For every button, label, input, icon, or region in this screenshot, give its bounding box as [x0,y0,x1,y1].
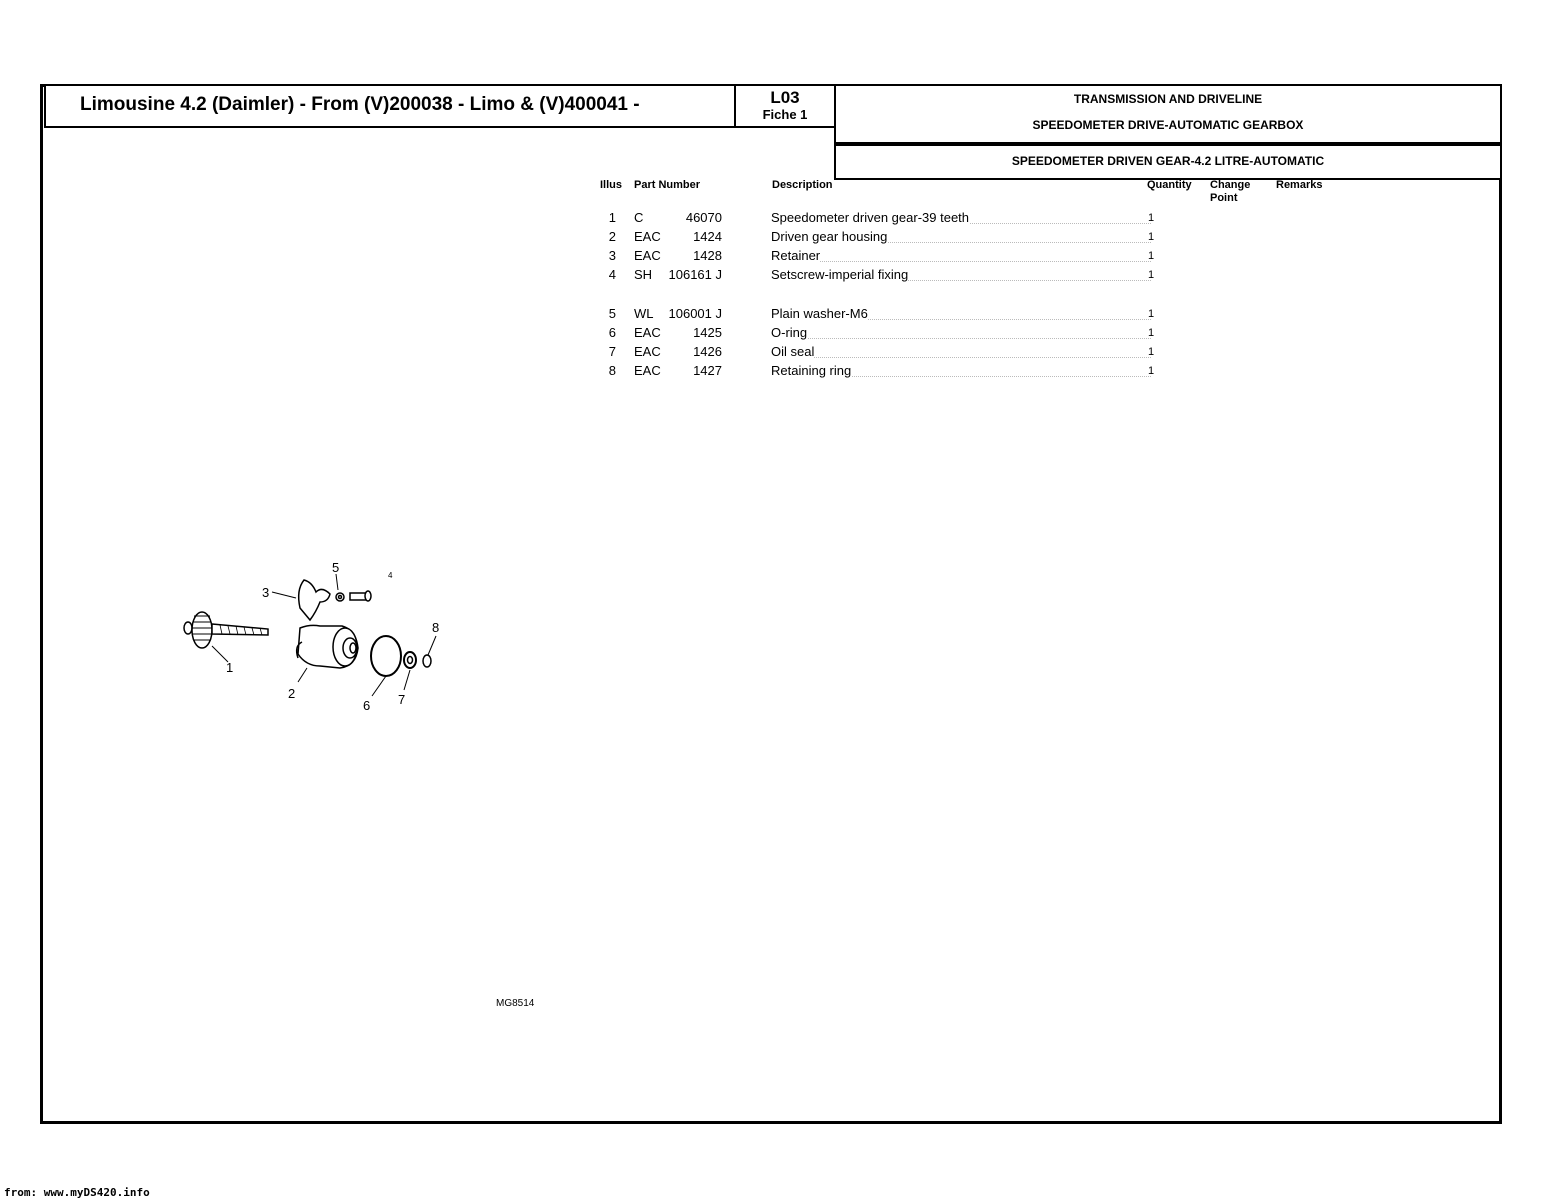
exploded-parts-diagram [170,550,470,725]
driven-gear [192,612,212,648]
callout-4: 4 [388,571,393,580]
part-prefix: EAC [634,325,661,340]
part-number: 1424 [693,229,722,244]
illus-number: 5 [608,306,616,321]
table-row [600,325,1160,344]
table-row [600,306,1160,325]
part-description: Retainer [771,248,821,263]
illus-number: 2 [608,229,616,244]
part-quantity: 1 [1148,327,1155,339]
fiche-label: Fiche 1 [762,107,808,122]
callout-5: 5 [332,560,340,575]
part-description: Plain washer-M6 [771,306,868,321]
part-quantity: 1 [1148,212,1155,224]
fiche-code-box [734,84,836,128]
table-row [600,248,1160,267]
title-box [44,84,736,128]
part-number: 46070 [685,210,722,225]
part-quantity: 1 [1148,250,1155,262]
table-row [600,210,1160,229]
retainer [299,580,330,620]
illus-number: 3 [608,248,616,263]
subsection-box [834,144,1502,180]
illus-number: 7 [608,344,616,359]
part-description: Oil seal [771,344,815,359]
part-quantity: 1 [1148,308,1155,320]
section-box [834,84,1502,144]
callout-7: 7 [398,692,406,707]
callout-8: 8 [432,620,440,635]
part-description: Retaining ring [771,363,852,378]
part-quantity: 1 [1148,269,1155,281]
setscrew [350,593,366,600]
callout-3: 3 [262,585,270,600]
page-code: L03 [770,88,800,107]
part-number: 106001 J [668,306,722,321]
part-prefix: EAC [634,229,661,244]
callout-2: 2 [288,686,296,701]
part-prefix: SH [634,267,653,282]
illus-number: 1 [608,210,616,225]
oil-seal [404,652,416,668]
part-prefix: WL [634,306,654,321]
part-prefix: EAC [634,344,661,359]
part-number: 1427 [693,363,722,378]
illus-number: 8 [608,363,616,378]
leader-dots [771,261,1151,262]
table-row [600,363,1160,382]
illus-number: 6 [608,325,616,340]
section-subtitle: SPEEDOMETER DRIVE-AUTOMATIC GEARBOX [1032,118,1304,132]
section-title: TRANSMISSION AND DRIVELINE [1073,92,1263,106]
subsection-title: SPEEDOMETER DRIVEN GEAR-4.2 LITRE-AUTOMATIC [1011,154,1325,168]
part-description: Speedometer driven gear-39 teeth [771,210,970,225]
leader-dots [771,357,1151,358]
col-description: Description [772,179,833,191]
part-number: 106161 J [668,267,722,282]
leader-dots [771,338,1151,339]
part-prefix: EAC [634,363,661,378]
part-prefix: EAC [634,248,661,263]
part-description: Driven gear housing [771,229,888,244]
part-number: 1428 [693,248,722,263]
part-quantity: 1 [1148,231,1155,243]
part-description: Setscrew-imperial fixing [771,267,909,282]
part-prefix: C [634,210,644,225]
part-quantity: 1 [1148,365,1155,377]
col-remarks: Remarks [1276,179,1323,191]
col-quantity: Quantity [1147,179,1192,191]
drawing-reference: MG8514 [496,998,535,1009]
table-row [600,267,1160,286]
retaining-ring [423,655,431,667]
table-row [600,344,1160,363]
o-ring [371,636,401,676]
col-change-point: Change Point [1210,179,1251,204]
part-number: 1426 [693,344,722,359]
part-number: 1425 [693,325,722,340]
plain-washer [336,593,344,601]
part-description: O-ring [771,325,808,340]
col-part-number: Part Number [634,179,701,191]
col-illus: Illus [600,179,623,191]
table-row [600,229,1160,248]
page-title: Limousine 4.2 (Daimler) - From (V)200038 - Limo & (V)400041 - [80,94,640,115]
callout-1: 1 [226,660,234,675]
part-quantity: 1 [1148,346,1155,358]
source-footer: from: www.myDS420.info [4,1186,150,1199]
illus-number: 4 [608,267,616,282]
callout-6: 6 [363,698,371,713]
